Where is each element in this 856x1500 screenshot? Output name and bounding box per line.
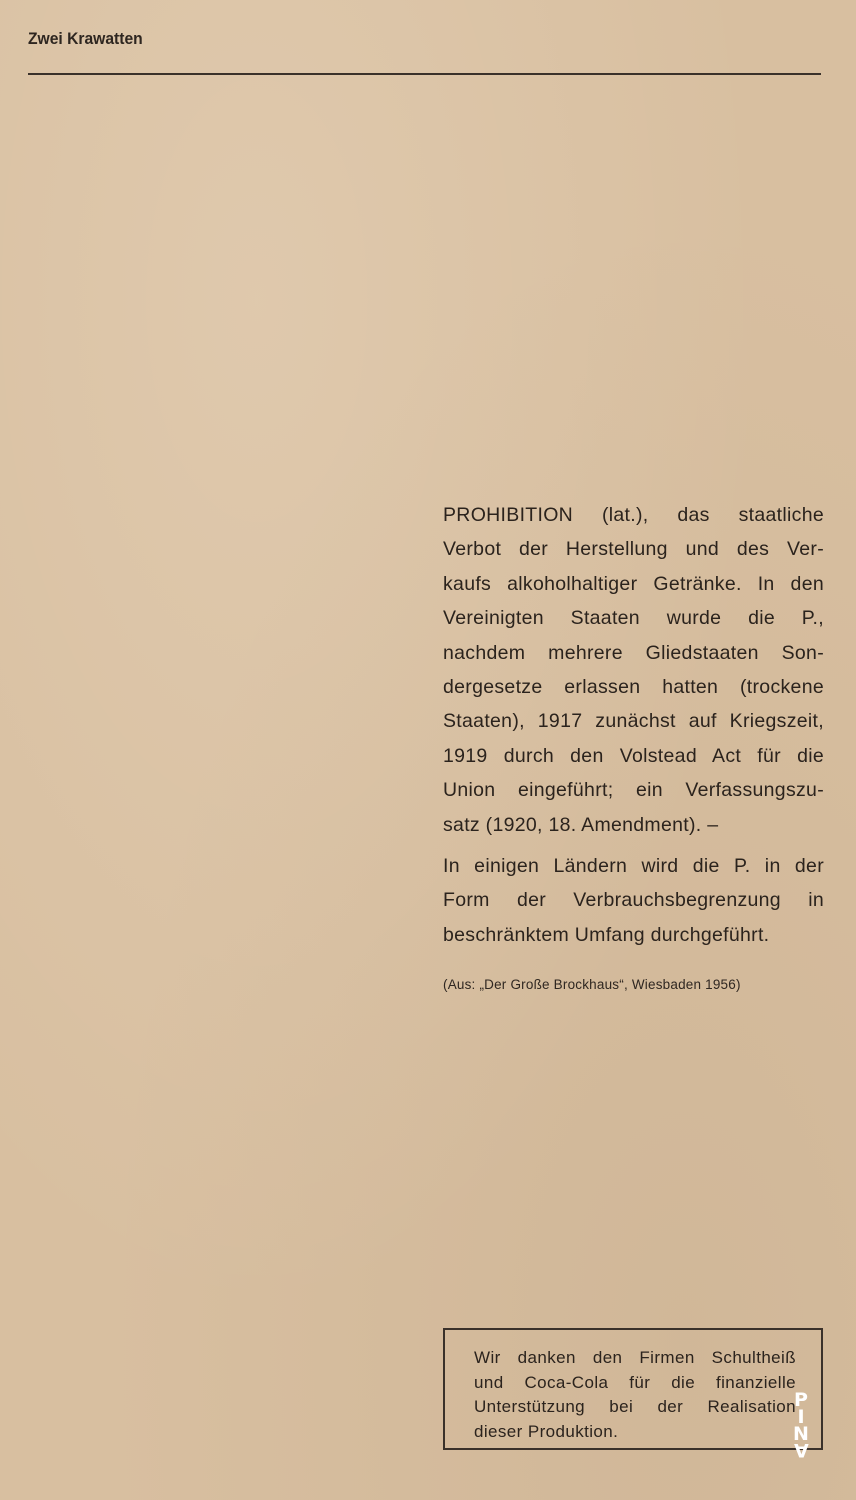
- page-title: Zwei Krawatten: [28, 29, 143, 48]
- text-line: Union eingeführt; ein Verfassungszu-: [443, 779, 824, 802]
- text-line: PROHIBITION (lat.), das staatliche: [443, 504, 824, 526]
- definition-paragraph-2: [443, 849, 824, 952]
- title-divider: [28, 73, 821, 75]
- text-line: satz (1920, 18. Amendment). –: [443, 813, 719, 836]
- text-line: 1919 durch den Volstead Act für die: [443, 744, 824, 767]
- text-line: Verbot der Herstellung und des Ver-: [443, 538, 824, 561]
- logo-letter: N: [793, 1423, 809, 1445]
- text-line: In einigen Ländern wird die P. in der: [443, 855, 824, 878]
- text-line: dieser Produktion.: [474, 1421, 619, 1441]
- definition-paragraph-1: [443, 498, 824, 842]
- text-line: Vereinigten Staaten wurde die P.,: [443, 607, 824, 630]
- text-line: nachdem mehrere Gliedstaaten Son-: [443, 641, 824, 664]
- text-line: Staaten), 1917 zunächst auf Kriegszeit,: [443, 710, 824, 733]
- text-line: Wir danken den Firmen Schultheiß: [474, 1348, 796, 1367]
- logo-letter: I: [797, 1406, 805, 1428]
- acknowledgement-text: [474, 1346, 796, 1444]
- acknowledgement-box: [443, 1328, 823, 1450]
- pina-logo: [790, 1391, 812, 1459]
- logo-letter: A: [793, 1439, 809, 1461]
- text-line: und Coca-Cola für die finanzielle: [474, 1372, 796, 1392]
- text-line: dergesetze erlassen hatten (trockene: [443, 676, 824, 699]
- text-line: Form der Verbrauchsbegrenzung in: [443, 889, 824, 912]
- text-line: beschränktem Umfang durchgeführt.: [443, 923, 770, 946]
- logo-letter: P: [794, 1389, 808, 1411]
- text-line: Unterstützung bei der Realisation: [474, 1397, 796, 1416]
- definition-text: [443, 498, 824, 952]
- text-line: kaufs alkoholhaltiger Getränke. In den: [443, 572, 824, 595]
- source-citation: (Aus: „Der Große Brockhaus“, Wiesbaden 1956): [443, 977, 741, 992]
